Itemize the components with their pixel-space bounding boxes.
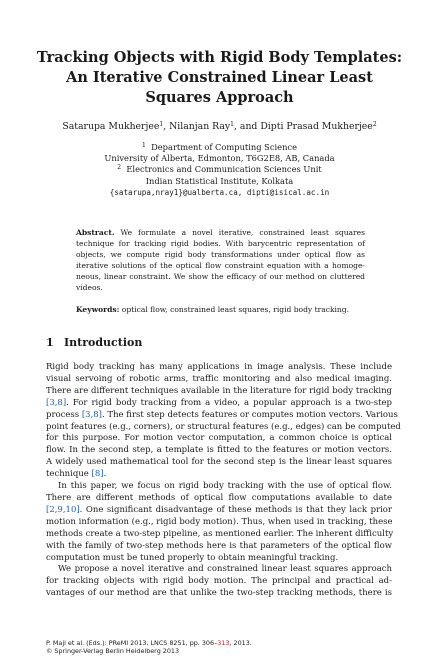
text-line <box>46 398 392 410</box>
text-line: motion information (e.g., rigid body motion). Thus, when used in tracking, these <box>46 516 393 527</box>
citation-link[interactable]: [2,9,10] <box>46 504 80 515</box>
citation-link[interactable]: [3,8] <box>81 409 102 420</box>
author-separator: , <box>163 121 170 132</box>
footer-text: P. Maji et al. (Eds.): PReMI 2013, LNCS 8251, pp. 306– <box>46 639 218 647</box>
paper-title <box>30 48 409 108</box>
text-run: technique <box>46 469 92 480</box>
abstract-line <box>76 227 365 238</box>
body-text <box>46 362 401 600</box>
text-line: A widely used mathematical tool for the second step is the linear least squares <box>46 457 392 468</box>
text-line: vantages of our method are that unlike the two-step tracking methods, there is <box>46 588 392 599</box>
keywords <box>76 305 365 314</box>
affiliation-line <box>20 142 419 153</box>
text-line <box>46 409 398 422</box>
section-title: Introduction <box>64 336 143 349</box>
abstract-line: technique for tracking rigid bodies. With barycentric representation of <box>76 239 365 248</box>
text-run: . For rigid body tracking from a video, a popular approach is a two-step <box>66 397 392 408</box>
abstract <box>76 227 365 293</box>
text-line: computation must be tuned properly to obtain meaningful tracking. <box>46 552 339 563</box>
author-separator: , and <box>233 121 261 132</box>
text-line: with the family of two-step methods here is that parameters of the optical flow <box>46 540 392 551</box>
email-addresses: {satarupa,nray1}@ualberta.ca, dipti@isical.ac.in <box>109 187 330 197</box>
text-run: . One significant disadvantage of these methods is that they lack prior <box>79 504 392 515</box>
keywords-text: optical flow, constrained least squares, rigid body tracking. <box>119 305 350 314</box>
abstract-line: objects, we compute rigid body transformations under optical flow as <box>76 250 365 259</box>
footer-text: , 2013. <box>229 639 252 647</box>
text-line: visual servoing of robotic arms, traffic monitoring and also medical imaging. <box>46 373 392 384</box>
affil-mark: 1 <box>142 142 146 149</box>
text-line <box>46 505 392 517</box>
text-line: There are different techniques available in the literature for rigid body tracking <box>46 385 392 396</box>
text-line: There are different methods of optical flow computations available to date <box>46 492 392 503</box>
page-range-link[interactable]: 313 <box>217 639 230 647</box>
affiliation-text: Department of Computing Science <box>151 142 297 152</box>
citation-info <box>46 639 252 647</box>
citation-link[interactable]: [3,8] <box>46 397 67 408</box>
citation-link[interactable]: [8] <box>91 469 104 480</box>
affiliation-line: Indian Statistical Institute, Kolkata <box>145 175 294 186</box>
title-line: An Iterative Constrained Linear Least <box>66 69 373 86</box>
text-line: Rigid body tracking has many applications in image analysis. These include <box>46 362 392 372</box>
affil-mark: 1 <box>230 121 234 128</box>
section-heading <box>46 336 142 349</box>
affil-mark: 2 <box>117 164 122 172</box>
title-line: Tracking Objects with Rigid Body Templates: <box>36 49 403 66</box>
author-name: Satarupa Mukherjee <box>62 121 160 132</box>
affil-mark: 1 <box>159 121 164 128</box>
author-name: Nilanjan Ray <box>169 121 231 132</box>
text-run: . The first step detects features or computes motion vectors. Various <box>102 409 398 420</box>
text-run: . <box>103 469 107 480</box>
text-line: In this paper, we focus on rigid body tracking with the use of optical flow. <box>58 481 392 492</box>
affiliation-line <box>20 164 419 175</box>
abstract-text: We formulate a novel iterative, constrained least squares <box>114 228 365 237</box>
text-line <box>46 469 392 481</box>
text-line: point features (e.g., corners), or structural features (e.g., edges) can be computed <box>46 421 401 432</box>
keywords-label: Keywords: <box>76 305 120 314</box>
affiliations <box>20 142 419 198</box>
author-list <box>20 121 419 132</box>
text-line: methods create a two-step pipeline, as mentioned earlier. The inherent difficulty <box>46 528 394 539</box>
text-line: flow. In the second step, a template is fitted to the features or motion vectors. <box>46 445 392 456</box>
affiliation-line: University of Alberta, Edmonton, T6G2E8, AB, Canada <box>104 153 335 164</box>
text-run: process <box>46 409 82 420</box>
section-number: 1 <box>46 336 54 349</box>
affiliation-text: Electronics and Communication Sciences Unit <box>126 164 322 175</box>
abstract-line: videos. <box>76 283 103 292</box>
abstract-label: Abstract. <box>76 228 115 237</box>
text-line: for tracking objects with rigid body motion. The principal and practical ad- <box>46 576 392 587</box>
abstract-line: iterative solutions of the optical flow constraint equation with a homoge- <box>76 261 365 270</box>
abstract-line: neous, linear constraint. We show the efficacy of our method on cluttered <box>76 272 365 281</box>
affil-mark: 2 <box>372 121 377 128</box>
page-footer <box>46 639 252 656</box>
copyright-line: © Springer-Verlag Berlin Heidelberg 2013 <box>46 647 180 656</box>
text-line: We propose a novel iterative and constrained linear least squares approach <box>58 564 392 575</box>
title-line: Squares Approach <box>145 89 294 106</box>
author-name: Dipti Prasad Mukherjee <box>260 121 373 132</box>
text-line: for this purpose. For motion vector computation, a common choice is optical <box>46 433 392 444</box>
